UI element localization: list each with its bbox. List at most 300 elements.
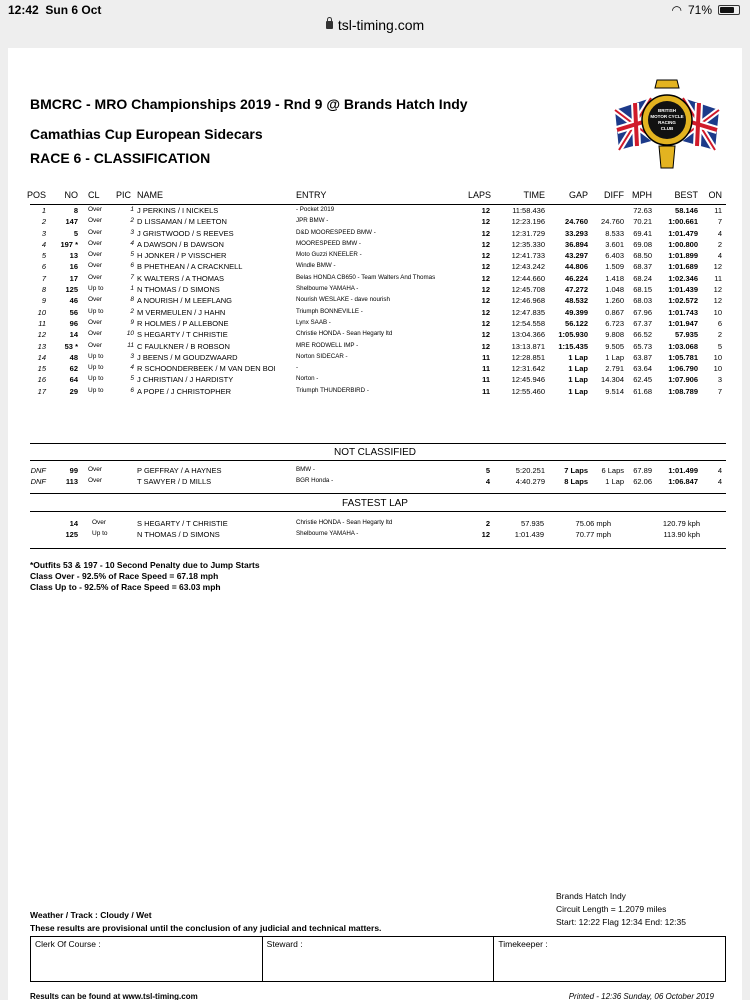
cell-pos: DNF [30, 466, 46, 475]
printed-timestamp: Printed - 12:36 Sunday, 06 October 2019 [568, 992, 714, 1000]
cell-pos: 16 [37, 375, 46, 385]
cell-name: P GEFFRAY / A HAYNES [137, 466, 222, 475]
cell-laps: 11 [482, 386, 490, 396]
cell-mph: 62.06 [633, 477, 652, 487]
cell-mph: 65.73 [633, 341, 652, 351]
divider [30, 443, 726, 444]
cell-laps: 12 [481, 228, 490, 238]
cell-laps: 12 [481, 341, 490, 351]
cell-time: 12:43.242 [511, 262, 545, 272]
cell-mph: 67.89 [633, 466, 652, 475]
cell-best: 1:07.906 [668, 375, 698, 385]
cell-diff: 6.723 [605, 318, 624, 328]
cell-diff: 2.791 [605, 364, 624, 374]
cell-pos: 2 [41, 217, 46, 227]
cell-no: 14 [69, 330, 78, 340]
cell-entry: Windle BMW - [296, 262, 336, 270]
cell-diff: 1.509 [605, 262, 624, 272]
cell-on: 7 [717, 217, 722, 227]
cell-on: 2 [717, 330, 722, 340]
cell-name: R HOLMES / P ALLEBONE [137, 318, 229, 328]
cell-on: 10 [713, 307, 722, 317]
cell-mph: 70.21 [633, 217, 652, 227]
table-row [8, 274, 742, 285]
cell-pic: 5 [130, 375, 134, 383]
cell-on: 11 [714, 273, 722, 283]
cell-mph: 63.64 [633, 364, 652, 374]
class-title: Camathias Cup European Sidecars [30, 126, 263, 142]
cell-best: 1:00.661 [668, 217, 698, 227]
cell-on: 10 [713, 364, 722, 374]
cell-laps: 11 [482, 375, 490, 385]
header-divider [30, 204, 726, 205]
cell-on: 3 [717, 375, 722, 385]
cell-laps: 12 [481, 318, 490, 328]
cell-pic: 2 [130, 217, 134, 225]
cell-time: 12:31.729 [511, 228, 545, 238]
cell-pos: 10 [37, 307, 46, 317]
cell-name: J PERKINS / I NICKELS [137, 206, 219, 215]
cell-time: 12:44.660 [511, 273, 545, 283]
cell-laps: 12 [481, 251, 490, 261]
not-classified-heading: NOT CLASSIFIED [333, 447, 417, 458]
cell-mph: 75.06 mph [575, 519, 611, 528]
table-row [8, 477, 742, 488]
fastest-lap-table [8, 519, 742, 542]
cell-best: 1:01.499 [668, 466, 698, 475]
cell-pic: 4 [130, 364, 134, 372]
logo-line-4: CLUB [660, 126, 674, 131]
cell-diff: 6 Laps [601, 466, 624, 475]
cell-no: 147 [65, 217, 78, 227]
cell-mph: 68.37 [633, 262, 652, 272]
cell-name: A DAWSON / B DAWSON [137, 239, 224, 249]
table-row [8, 353, 742, 364]
cell-pic: 8 [130, 296, 134, 304]
cell-laps: 11 [482, 352, 490, 362]
cell-pic: 6 [130, 386, 134, 394]
cell-name: A NOURISH / M LEEFLANG [137, 296, 233, 306]
cell-laps: 11 [482, 364, 490, 374]
cell-time: 12:45.946 [511, 375, 545, 385]
divider [30, 493, 726, 494]
cell-time: 4:40.279 [515, 477, 545, 487]
cell-name: R SCHOONDERBEEK / M VAN DEN BOI [137, 364, 276, 374]
timekeeper-field: Timekeeper : [498, 939, 548, 949]
cell-mph: 68.50 [633, 251, 652, 261]
cell-gap: 49.399 [565, 307, 588, 317]
cell-diff: 3.601 [605, 239, 624, 249]
battery-icon [718, 5, 740, 15]
cell-on: 4 [717, 228, 722, 238]
cell-laps: 5 [485, 466, 490, 475]
cell-on: 2 [717, 239, 722, 249]
cell-class: Up to [88, 307, 104, 315]
divider [30, 511, 726, 512]
cell-kph: 113.90 kph [663, 530, 700, 540]
cell-time: 12:46.968 [511, 296, 545, 306]
cell-mph: 67.96 [633, 307, 652, 317]
cell-class: Over [88, 239, 103, 247]
cell-best: 1:01.439 [668, 285, 698, 295]
cell-time: 12:45.708 [511, 285, 545, 295]
cell-time: 13:04.366 [511, 330, 545, 340]
cell-gap: 1 Lap [568, 375, 588, 385]
col-pos: POS [26, 190, 46, 200]
cell-pic: 1 [130, 285, 134, 293]
cell-no: 56 [69, 307, 78, 317]
cell-lap: 2 [485, 519, 490, 528]
status-right [671, 3, 740, 17]
cell-name: C FAULKNER / B ROBSON [137, 341, 230, 351]
cell-diff: 1.418 [605, 273, 624, 283]
cell-pos: 8 [41, 285, 46, 295]
table-row [8, 466, 742, 477]
cell-name: J GRISTWOOD / S REEVES [137, 228, 234, 238]
cell-time: 12:55.460 [511, 386, 545, 396]
cell-best: 1:02.572 [668, 296, 698, 306]
note-class-up-to: Class Up to - 92.5% of Race Speed = 63.03 mph [30, 582, 221, 592]
table-row [8, 519, 742, 530]
cell-mph: 61.68 [633, 386, 652, 396]
cell-class: Over [88, 217, 103, 225]
cell-gap: 8 Laps [564, 477, 588, 487]
col-on: ON [708, 190, 722, 200]
cell-best: 1:01.899 [668, 251, 698, 261]
cell-gap: 33.293 [565, 228, 588, 238]
results-url-link[interactable]: Results can be found at www.tsl-timing.com [30, 992, 198, 1000]
cell-laps: 12 [481, 273, 490, 283]
cell-name: K WALTERS / A THOMAS [137, 273, 224, 283]
cell-class: Up to [88, 375, 104, 383]
cell-mph: 62.45 [633, 375, 652, 385]
cell-entry: - Pocket 2019 [296, 206, 335, 213]
cell-diff: 1 Lap [605, 352, 624, 362]
cell-laps: 12 [481, 285, 490, 295]
logo-line-3: RACING [658, 120, 676, 125]
col-laps: LAPS [468, 190, 492, 200]
cell-gap: 1:05.930 [558, 330, 588, 340]
cell-on: 4 [717, 477, 722, 487]
cell-pic: 3 [130, 352, 134, 360]
cell-no: 62 [69, 364, 78, 374]
cell-pos: 3 [41, 228, 46, 238]
cell-diff: 1.260 [605, 296, 624, 306]
cell-time: 12:35.330 [511, 239, 545, 249]
cell-pic: 9 [130, 318, 134, 326]
cell-pic: 11 [127, 341, 134, 349]
address-bar[interactable] [0, 17, 750, 37]
cell-entry: JPR BMW - [296, 217, 329, 225]
results-table [8, 190, 742, 398]
cell-on: 7 [717, 386, 722, 396]
cell-diff: 6.403 [605, 251, 624, 261]
cell-lap: 12 [481, 530, 490, 540]
cell-class: Over [88, 206, 103, 213]
cell-entry: Christie HONDA - Sean Hegarty ltd [296, 330, 393, 338]
cell-mph: 66.52 [633, 330, 652, 340]
url-text: tsl-timing.com [337, 17, 425, 33]
col-pic: PIC [116, 190, 132, 200]
cell-name: N THOMAS / D SIMONS [137, 285, 220, 295]
cell-mph: 70.77 mph [575, 530, 611, 540]
cell-laps: 12 [481, 307, 490, 317]
cell-time: 11:58.436 [512, 206, 545, 215]
table-row [8, 319, 742, 330]
cell-time: 1:01.439 [514, 530, 544, 540]
cell-best: 1:02.346 [668, 273, 698, 283]
not-classified-table [8, 466, 742, 489]
cell-entry: MRE RODWELL IMP - [296, 341, 359, 349]
cell-gap: 7 Laps [564, 466, 588, 475]
cell-class: Over [88, 296, 103, 304]
col-best: BEST [674, 190, 698, 200]
cell-class: Over [88, 273, 103, 281]
cell-name: A POPE / J CHRISTOPHER [137, 386, 232, 396]
cell-name: J CHRISTIAN / J HARDISTY [137, 375, 234, 385]
cell-class: Up to [88, 386, 104, 394]
cell-best: 1:00.800 [668, 239, 698, 249]
cell-best: 1:06.790 [668, 364, 698, 374]
cell-pic: 4 [130, 239, 134, 247]
cell-no: 125 [65, 530, 78, 540]
cell-mph: 69.41 [633, 228, 652, 238]
cell-no: 197 * [60, 239, 78, 249]
cell-on: 12 [713, 296, 722, 306]
cell-time: 12:23.196 [511, 217, 545, 227]
cell-time: 12:31.642 [511, 364, 545, 374]
cell-name: M VERMEULEN / J HAHN [137, 307, 226, 317]
cell-on: 5 [717, 341, 722, 351]
cell-pos: 14 [37, 352, 46, 362]
cell-entry: Nourish WESLAKE - dave nourish [296, 296, 390, 304]
cell-class: Up to [92, 530, 108, 538]
signature-box [30, 936, 726, 982]
divider [30, 460, 726, 461]
cell-pos: 9 [41, 296, 46, 306]
cell-name: H JONKER / P VISSCHER [137, 251, 227, 261]
divider [30, 548, 726, 549]
cell-class: Up to [88, 285, 104, 293]
cell-best: 1:03.068 [668, 341, 698, 351]
cell-name: S HEGARTY / T CHRISTIE [137, 519, 228, 528]
cell-no: 17 [69, 273, 78, 283]
cell-class: Over [92, 519, 107, 526]
table-row [8, 387, 742, 398]
cell-gap: 1 Lap [568, 352, 588, 362]
cell-pos: 12 [37, 330, 46, 340]
race-notes [30, 560, 260, 593]
clerk-of-course-field: Clerk Of Course : [31, 937, 263, 981]
conditions [30, 909, 381, 935]
cell-entry: Christie HONDA - Sean Hegarty ltd [296, 519, 393, 526]
circuit-info [556, 890, 686, 929]
cell-gap: 24.760 [565, 217, 588, 227]
cell-gap: 47.272 [565, 285, 588, 295]
cell-mph: 72.63 [633, 206, 652, 215]
cell-diff: 14.304 [601, 375, 624, 385]
cell-no: 53 * [64, 341, 78, 351]
cell-diff: 1 Lap [605, 477, 624, 487]
col-mph: MPH [632, 190, 652, 200]
race-title: RACE 6 - CLASSIFICATION [30, 150, 211, 166]
cell-name: J BEENS / M GOUDZWAARD [137, 352, 238, 362]
cell-entry: Norton - [296, 375, 319, 383]
cell-on: 12 [713, 285, 722, 295]
cell-entry: D&D MOORESPEED BMW - [296, 228, 376, 236]
cell-mph: 67.37 [633, 318, 652, 328]
cell-gap: 1 Lap [568, 386, 588, 396]
cell-gap: 1 Lap [568, 364, 588, 374]
col-time: TIME [523, 190, 545, 200]
cell-on: 12 [713, 262, 722, 272]
cell-name: N THOMAS / D SIMONS [137, 530, 220, 540]
cell-time: 57.935 [521, 519, 544, 528]
cell-laps: 12 [481, 217, 490, 227]
cell-pic: 1 [130, 206, 134, 213]
cell-time: 5:20.251 [515, 466, 545, 475]
cell-time: 13:13.871 [511, 341, 545, 351]
cell-gap: 1:15.435 [558, 341, 588, 351]
cell-mph: 68.03 [633, 296, 652, 306]
cell-laps: 12 [481, 330, 490, 340]
cell-diff: 9.514 [605, 386, 624, 396]
cell-pos: 6 [41, 262, 46, 272]
cell-pic: 6 [130, 262, 134, 270]
cell-on: 4 [717, 251, 722, 261]
cell-class: Over [88, 330, 103, 338]
cell-mph: 63.87 [633, 352, 652, 362]
cell-laps: 12 [481, 262, 490, 272]
logo-line-2: MOTOR CYCLE [650, 114, 684, 119]
cell-name: B PHETHEAN / A CRACKNELL [137, 262, 243, 272]
cell-best: 1:06.847 [668, 477, 698, 487]
cell-entry: BMW - [296, 466, 315, 473]
cell-pic: 7 [130, 273, 134, 281]
cell-class: Over [88, 228, 103, 236]
table-row [8, 240, 742, 251]
cell-gap: 56.122 [565, 318, 588, 328]
cell-gap: 36.894 [565, 239, 588, 249]
lock-icon [326, 21, 333, 29]
cell-pos: 11 [38, 318, 46, 328]
cell-laps: 12 [481, 296, 490, 306]
cell-no: 14 [69, 519, 78, 528]
fastest-lap-heading: FASTEST LAP [342, 498, 408, 509]
cell-pos: DNF [30, 477, 46, 487]
cell-pos: 1 [41, 206, 46, 215]
cell-time: 12:28.851 [511, 352, 545, 362]
cell-class: Over [88, 341, 103, 349]
cell-pos: 4 [41, 239, 46, 249]
cell-no: 125 [65, 285, 78, 295]
col-no: NO [64, 190, 78, 200]
cell-class: Over [88, 318, 103, 326]
steward-field: Steward : [263, 937, 495, 981]
race-times: Start: 12:22 Flag 12:34 End: 12:35 [556, 917, 686, 927]
cell-class: Up to [88, 364, 104, 372]
cell-entry: BGR Honda - [296, 477, 334, 485]
cell-name: S HEGARTY / T CHRISTIE [137, 330, 228, 340]
cell-best: 1:05.781 [668, 352, 698, 362]
cell-gap: 43.297 [565, 251, 588, 261]
table-row [8, 364, 742, 375]
cell-diff: 24.760 [601, 217, 624, 227]
cell-mph: 69.08 [633, 239, 652, 249]
cell-on: 10 [713, 352, 722, 362]
cell-no: 46 [69, 296, 78, 306]
cell-name: T SAWYER / D MILLS [137, 477, 212, 487]
cell-class: Up to [88, 352, 104, 360]
cell-best: 1:01.479 [668, 228, 698, 238]
table-row [8, 262, 742, 273]
cell-on: 4 [717, 466, 722, 475]
cell-pos: 15 [37, 364, 46, 374]
cell-class: Over [88, 466, 103, 473]
wifi-icon: ◠ [671, 3, 682, 17]
cell-laps: 12 [481, 206, 490, 215]
weather: Weather / Track : Cloudy / Wet [30, 910, 152, 920]
cell-gap: 48.532 [565, 296, 588, 306]
cell-mph: 68.24 [633, 273, 652, 283]
cell-diff: 9.505 [605, 341, 624, 351]
cell-best: 57.935 [675, 330, 698, 340]
cell-diff: 8.533 [605, 228, 624, 238]
cell-gap: 44.806 [565, 262, 588, 272]
cell-on: 6 [717, 318, 722, 328]
cell-laps: 4 [485, 477, 490, 487]
col-entry: ENTRY [296, 190, 327, 200]
cell-best: 1:01.689 [668, 262, 698, 272]
cell-name: D LISSAMAN / M LEETON [137, 217, 227, 227]
cell-class: Over [88, 262, 103, 270]
cell-no: 64 [69, 375, 78, 385]
cell-pic: 2 [130, 307, 134, 315]
cell-pic: 5 [130, 251, 134, 259]
cell-laps: 12 [481, 239, 490, 249]
cell-entry: Norton SIDECAR - [296, 352, 348, 360]
cell-class: Over [88, 251, 103, 259]
table-row [8, 530, 742, 541]
cell-no: 8 [73, 206, 78, 215]
table-row [8, 308, 742, 319]
cell-class: Over [88, 477, 103, 485]
cell-entry: Lynx SAAB - [296, 318, 331, 326]
cell-pos: 5 [41, 251, 46, 261]
cell-best: 1:01.947 [668, 318, 698, 328]
table-row [8, 375, 742, 386]
cell-entry: Moto Guzzi KNEELER - [296, 251, 362, 259]
cell-diff: 1.048 [605, 285, 624, 295]
table-row [8, 296, 742, 307]
table-row [8, 217, 742, 228]
cell-pos: 13 [37, 341, 46, 351]
cell-no: 5 [73, 228, 78, 238]
cell-entry: Shelbourne YAMAHA - [296, 285, 359, 293]
cell-diff: 0.867 [605, 307, 624, 317]
col-name: NAME [137, 190, 164, 200]
cell-entry: MOORESPEED BMW - [296, 239, 361, 247]
col-cl: CL [88, 190, 100, 200]
col-diff: DIFF [604, 190, 624, 200]
provisional-note: These results are provisional until the conclusion of any judicial and technical matters. [30, 923, 382, 933]
cell-mph: 68.15 [633, 285, 652, 295]
cell-pos: 17 [37, 386, 46, 396]
battery-percent: 71% [687, 3, 712, 17]
circuit-length: Circuit Length = 1.2079 miles [556, 904, 667, 914]
cell-diff: 9.808 [605, 330, 624, 340]
cell-entry: Triumph BONNEVILLE - [296, 307, 363, 315]
